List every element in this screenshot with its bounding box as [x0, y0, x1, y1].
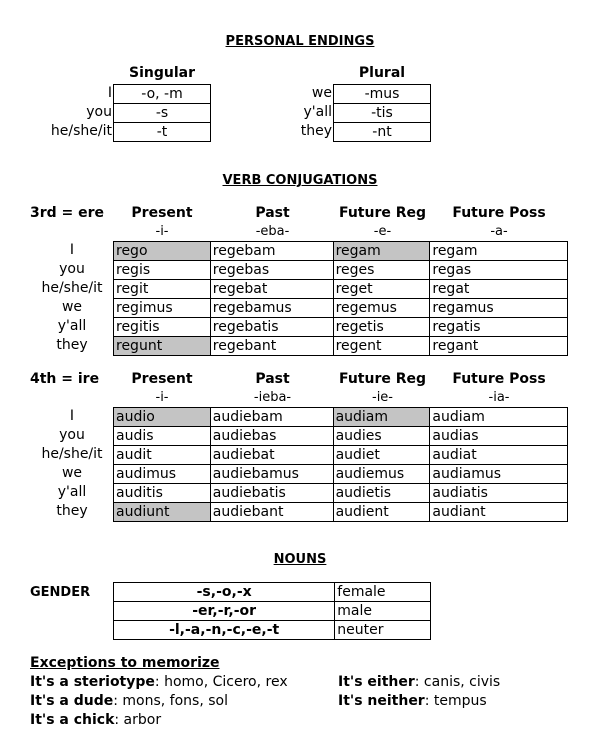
form-cell: regam: [430, 242, 568, 261]
ending-cell: -nt: [334, 123, 431, 142]
exception-label: It's either: [338, 674, 415, 690]
table-row: [114, 583, 431, 602]
singular-header: Singular: [129, 65, 195, 81]
form-cell: regebamus: [210, 299, 333, 318]
form-cell: audis: [114, 427, 211, 446]
form-cell: audio: [114, 408, 211, 427]
tense-marker: -i-: [155, 390, 169, 405]
form-cell: auditis: [114, 484, 211, 503]
person-label: we: [61, 465, 83, 481]
form-cell: audiet: [333, 446, 430, 465]
gender-cell: female: [335, 583, 431, 602]
person-label: y'all: [57, 318, 87, 334]
person-label: we: [311, 85, 332, 101]
exception-value: : tempus: [424, 693, 487, 709]
form-cell: regamus: [430, 299, 568, 318]
exception-line: [338, 694, 487, 708]
nouns-title: NOUNS: [273, 552, 327, 567]
form-cell: audiatis: [430, 484, 568, 503]
table-row: [114, 503, 568, 522]
table-row: [114, 446, 568, 465]
exception-line: [30, 675, 288, 689]
ending-cell: -tis: [334, 104, 431, 123]
ending-cell: -s: [114, 104, 211, 123]
form-cell: rego: [114, 242, 211, 261]
form-cell: regis: [114, 261, 211, 280]
exception-line: [30, 694, 228, 708]
exception-label: It's a steriotype: [30, 674, 155, 690]
exception-value: : homo, Cicero, rex: [154, 674, 288, 690]
column-header: Future Poss: [452, 371, 546, 387]
table-row: [114, 602, 431, 621]
form-cell: regitis: [114, 318, 211, 337]
person-label: you: [59, 261, 85, 277]
tense-marker: -i-: [155, 224, 169, 239]
form-cell: regent: [333, 337, 430, 356]
tense-marker: -e-: [373, 224, 392, 239]
tense-marker: -ieba-: [253, 390, 292, 405]
gender-cell: neuter: [335, 621, 431, 640]
table-row: [114, 484, 568, 503]
form-cell: reget: [333, 280, 430, 299]
tense-marker: -a-: [490, 224, 508, 239]
person-label: I: [69, 242, 75, 258]
column-header: Present: [131, 205, 193, 221]
plural-person-labels: [270, 84, 332, 141]
singular-endings-table: [113, 84, 211, 142]
table-row: [114, 427, 568, 446]
form-cell: audiebas: [210, 427, 333, 446]
table-row: [114, 318, 568, 337]
table-row: [114, 280, 568, 299]
form-cell: audiebat: [210, 446, 333, 465]
form-cell: regebat: [210, 280, 333, 299]
exception-line: [30, 713, 161, 727]
form-cell: audit: [114, 446, 211, 465]
singular-person-labels: [20, 84, 112, 141]
column-header: Future Poss: [452, 205, 546, 221]
noun-endings-cell: -l,-a,-n,-c,-e,-t: [114, 621, 335, 640]
form-cell: regat: [430, 280, 568, 299]
gender-label: GENDER: [30, 585, 91, 600]
form-cell: audimus: [114, 465, 211, 484]
person-label: we: [61, 299, 83, 315]
plural-endings-table: [333, 84, 431, 142]
person-label: you: [59, 427, 85, 443]
form-cell: audiat: [430, 446, 568, 465]
person-label: they: [56, 337, 88, 353]
gender-cell: male: [335, 602, 431, 621]
form-cell: regebas: [210, 261, 333, 280]
third-conjugation-label: 3rd = ere: [30, 205, 105, 221]
form-cell: audiam: [430, 408, 568, 427]
form-cell: audiamus: [430, 465, 568, 484]
form-cell: regatis: [430, 318, 568, 337]
form-cell: audiebamus: [210, 465, 333, 484]
gender-table: [113, 582, 431, 640]
column-header: Present: [131, 371, 193, 387]
column-header: Past: [255, 205, 290, 221]
table-row: [114, 408, 568, 427]
person-label: he/she/it: [41, 446, 103, 462]
form-cell: regam: [333, 242, 430, 261]
form-cell: regebatis: [210, 318, 333, 337]
column-header: Future Reg: [338, 371, 427, 387]
form-cell: regetis: [333, 318, 430, 337]
fourth-conjugation-label: 4th = ire: [30, 371, 100, 387]
exceptions-title: Exceptions to memorize: [30, 655, 220, 671]
form-cell: reges: [333, 261, 430, 280]
person-label: y'all: [303, 104, 332, 120]
column-header: Future Reg: [338, 205, 427, 221]
noun-endings-cell: -s,-o,-x: [114, 583, 335, 602]
person-label: they: [300, 123, 332, 139]
form-cell: audient: [333, 503, 430, 522]
ending-cell: -mus: [334, 85, 431, 104]
form-cell: audias: [430, 427, 568, 446]
exception-value: : mons, fons, sol: [113, 693, 228, 709]
form-cell: audiebam: [210, 408, 333, 427]
fourth-person-labels: [30, 407, 114, 521]
form-cell: audiebatis: [210, 484, 333, 503]
exception-label: It's a chick: [30, 712, 115, 728]
form-cell: regimus: [114, 299, 211, 318]
person-label: he/she/it: [41, 280, 103, 296]
person-label: I: [69, 408, 75, 424]
personal-endings-title: PERSONAL ENDINGS: [225, 34, 375, 49]
form-cell: regebant: [210, 337, 333, 356]
table-row: [114, 261, 568, 280]
ending-cell: -t: [114, 123, 211, 142]
plural-header: Plural: [358, 65, 406, 81]
tense-marker: -ia-: [488, 390, 510, 405]
table-row: [114, 337, 568, 356]
form-cell: audiunt: [114, 503, 211, 522]
person-label: y'all: [57, 484, 87, 500]
exception-label: It's a dude: [30, 693, 114, 709]
form-cell: regemus: [333, 299, 430, 318]
person-label: you: [86, 104, 112, 120]
person-label: he/she/it: [50, 123, 112, 139]
third-person-labels: [30, 241, 114, 355]
tense-marker: -ie-: [372, 390, 393, 405]
form-cell: audiam: [333, 408, 430, 427]
form-cell: regit: [114, 280, 211, 299]
exception-value: : arbor: [114, 712, 162, 728]
table-row: [114, 621, 431, 640]
table-row: [114, 242, 568, 261]
exception-line: [338, 675, 500, 689]
table-row: [114, 299, 568, 318]
table-row: [114, 465, 568, 484]
form-cell: regas: [430, 261, 568, 280]
form-cell: audiemus: [333, 465, 430, 484]
column-header: Past: [255, 371, 290, 387]
form-cell: audies: [333, 427, 430, 446]
fourth-conjugation-table: [113, 407, 568, 522]
noun-endings-cell: -er,-r,-or: [114, 602, 335, 621]
person-label: they: [56, 503, 88, 519]
exception-value: : canis, civis: [414, 674, 501, 690]
form-cell: audiant: [430, 503, 568, 522]
form-cell: audiebant: [210, 503, 333, 522]
exception-label: It's neither: [338, 693, 425, 709]
ending-cell: -o, -m: [114, 85, 211, 104]
form-cell: regebam: [210, 242, 333, 261]
form-cell: audietis: [333, 484, 430, 503]
form-cell: regunt: [114, 337, 211, 356]
tense-marker: -eba-: [255, 224, 290, 239]
third-conjugation-table: [113, 241, 568, 356]
form-cell: regant: [430, 337, 568, 356]
verb-conjugations-title: VERB CONJUGATIONS: [222, 173, 378, 188]
person-label: I: [107, 85, 112, 101]
